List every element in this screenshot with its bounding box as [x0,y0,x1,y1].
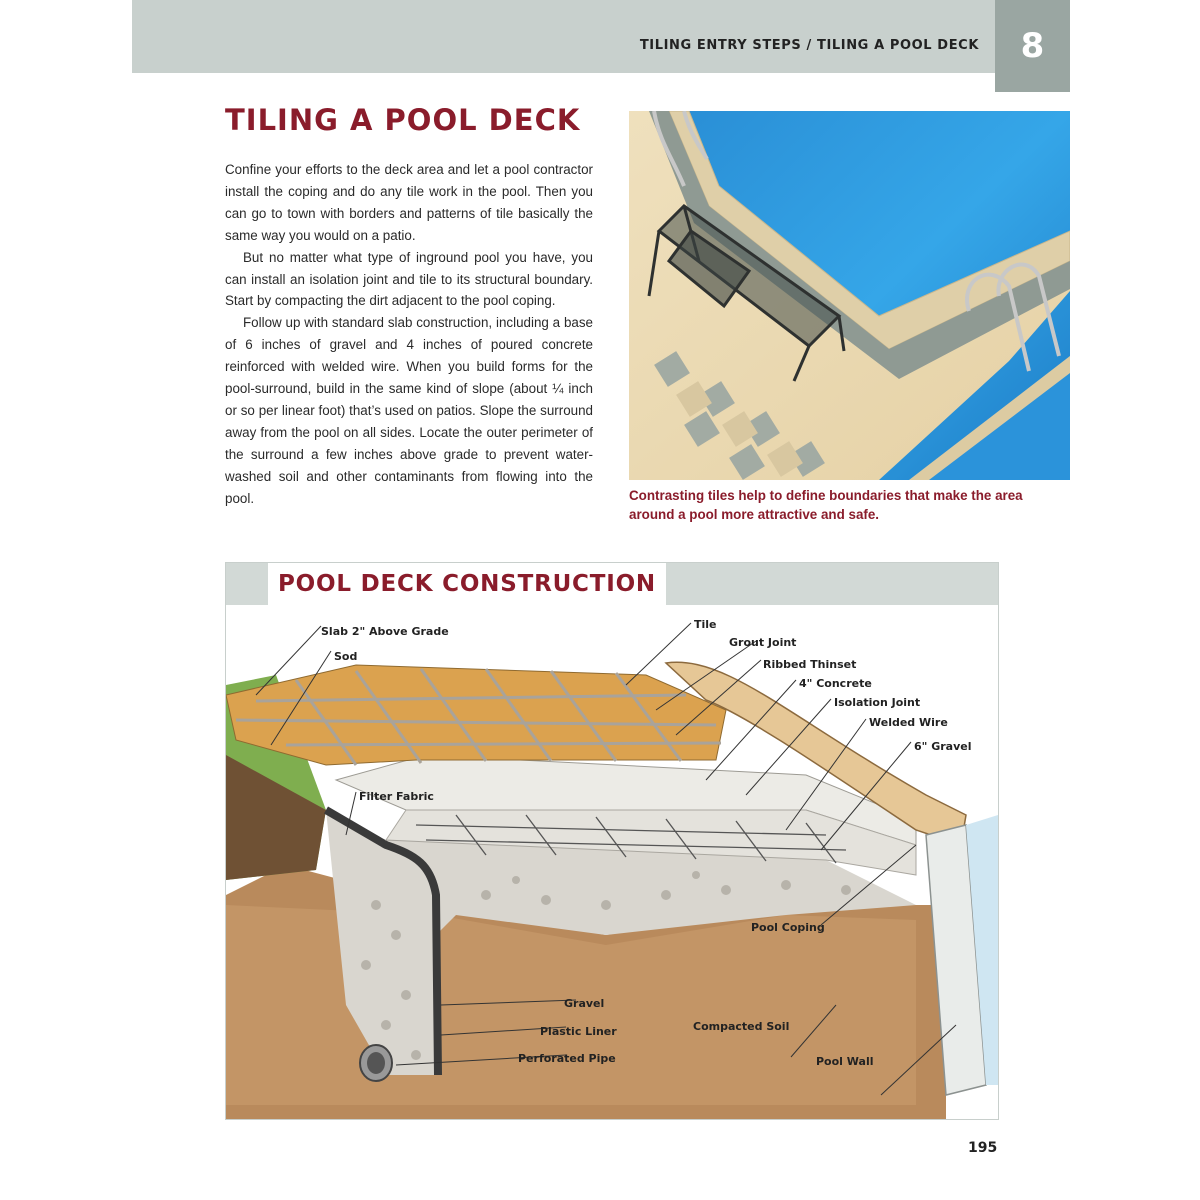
tile-surface [226,665,726,765]
label-filter-fabric: Filter Fabric [359,790,434,803]
label-plastic-liner: Plastic Liner [540,1025,617,1038]
header-band [132,0,995,73]
running-head: TILING ENTRY STEPS / TILING A POOL DECK [639,38,979,53]
label-pool-coping: Pool Coping [751,921,825,934]
perforated-pipe [360,1045,392,1081]
body-text [225,159,593,510]
figure-title-block [268,563,666,605]
label-compacted-soil: Compacted Soil [693,1020,790,1033]
label-gravel: Gravel [564,997,605,1010]
pool-deck-photo [629,111,1070,480]
label-grout-joint: Grout Joint [729,636,797,649]
label-sod: Sod [334,650,358,663]
caption-bold: Contrasting tiles [629,488,735,503]
paragraph: But no matter what type of inground pool you have, you can install an isolation joint and tile to its structural boundary. Start by compacting the dirt adjacent to the pool coping. [225,249,593,309]
label-isolation-joint: Isolation Joint [834,696,921,709]
label-pool-wall: Pool Wall [816,1055,874,1068]
label-gravel-6: 6" Gravel [914,740,972,753]
caption-text: help to define boundaries that make the area around a pool more attractive and safe. [629,488,1023,522]
paragraph: Confine your efforts to the deck area and let a pool contractor install the coping and do any tile work in the pool. Then you can go to town with borders and patterns of tile basically the same way you would on a patio. [225,162,593,243]
construction-diagram [226,605,998,1119]
page-number: 195 [968,1140,998,1156]
label-concrete: 4" Concrete [799,677,872,690]
label-welded-wire: Welded Wire [869,716,948,729]
label-ribbed-thinset: Ribbed Thinset [763,658,857,671]
figure-title: POOL DECK CONSTRUCTION [278,571,656,597]
photo-caption [629,486,1070,524]
paragraph: Follow up with standard slab construction, including a base of 6 inches of gravel and 4 inches of poured concrete reinforced with welded wire. When you build forms for the pool-surround, build in the same kind of slope (about ¼ inch or so per linear foot) that’s used on patios. Slope the surround away from the pool on all sides. Locate the outer perimeter of the surround a few inches above grade to prevent water-washed soil and other contaminants from flowing into the pool. [225,315,593,506]
figure-box [225,562,999,1120]
chapter-tab: 8 [995,0,1070,92]
label-perforated-pipe: Perforated Pipe [518,1052,616,1065]
label-slab: Slab 2" Above Grade [321,625,449,638]
label-tile: Tile [694,618,717,631]
page-title: TILING A POOL DECK [225,103,581,137]
pool-deck-illustration [629,111,1070,480]
